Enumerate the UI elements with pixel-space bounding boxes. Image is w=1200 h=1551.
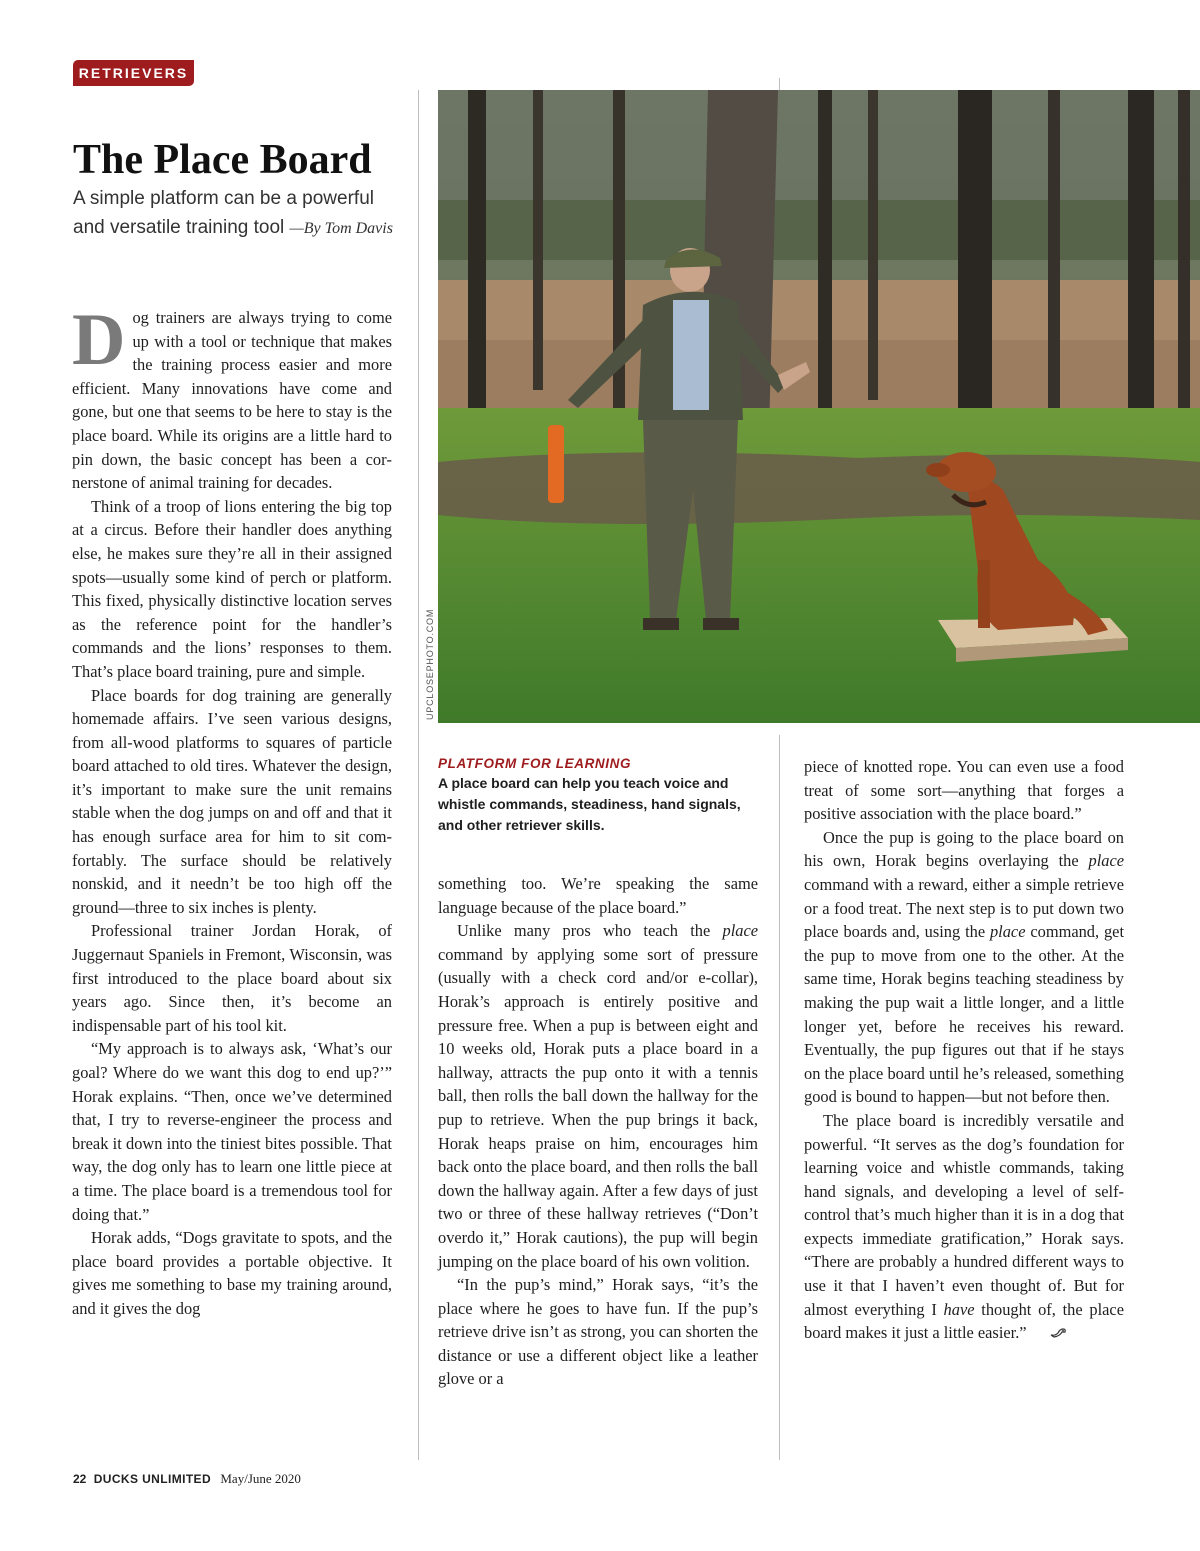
page-number: 22 xyxy=(73,1472,87,1486)
column-rule-left xyxy=(418,90,419,1460)
article-photo xyxy=(438,90,1200,723)
article-column-3 xyxy=(804,755,1124,1345)
paragraph: Place boards for dog training are generally homemade affairs. I’ve seen various designs, from all-wood platforms to squares of particle board attached to old tires. Whatever the design, it’s important to make sure the unit remains stable when the dog jumps on and off and that it has enough surface area for him to sit comfortably. The surface should be relatively nonskid, and it needn’t be too high off the ground—three to six inches is plenty. xyxy=(72,685,392,917)
issue-date: May/June 2020 xyxy=(220,1471,301,1486)
paragraph-text: The place board is incredibly versatile and powerful. “It serves as the dog’s foundation for learning voice and whistle commands, taking hand signals, and developing a level of self-control that’s much higher than it is in a dog that expects immediate gratification,” Horak says. “There are probably a hundred different ways to use it that I haven’t even thought of. But for almost everything I xyxy=(804,1110,1124,1319)
paragraph: Think of a troop of lions entering the big top at a circus. Before their handler does anything else, he makes sure they’re all in their assigned spots—usually some kind of perch or platform. This fixed, physically distinctive location serves as the reference point for the handler’s commands and the lions’ responses to them. That’s place board training, pure and simple. xyxy=(72,496,392,681)
paragraph-text: og trainers are always trying to come up with a tool or technique that makes the training process easier and more efficient. Many innovations have come and gone, but one that seems to be here to stay is the place board. While its origins are a little hard to pin down, the basic concept has been a cornerstone of animal training for decades. xyxy=(72,308,392,493)
article-title: The Place Board xyxy=(73,137,372,183)
column-rule-right-top xyxy=(779,78,780,90)
paragraph: Horak adds, “Dogs gravitate to spots, and the place board provides a portable objective. It gives me something to base my training around, and it gives the dog xyxy=(72,1228,392,1318)
paragraph: something too. We’re speaking the same language because of the place board.” xyxy=(438,874,758,917)
emphasis-text: place xyxy=(1088,851,1124,871)
page-footer xyxy=(73,1471,301,1487)
paragraph-text: Once the pup is going to the place board on his own, Horak begins overlaying the xyxy=(804,827,1124,871)
paragraph: “In the pup’s mind,” Horak says, “it’s the place where he goes to have fun. If the pup’s retrieve drive isn’t as strong, you can shorten the distance or use a different object like a leather glove or a xyxy=(438,1275,758,1389)
article-column-2 xyxy=(438,872,758,1391)
emphasis-text: place xyxy=(989,922,1026,942)
paragraph-text: command by applying some sort of pressure (usually with a check cord and/or e-collar), Horak’s approach is entirely positive and pressure free. When a pup is between eight and 10 weeks old, Horak puts a place board in a hallway, attracts the pup onto it with a tennis ball, then rolls the ball down the hallway for the pup to retrieve. When the pup brings it back, Horak heaps praise on him, encourages him back onto the place board, and then rolls the ball down the hallway again. After a few days of just two or three of these hallway retrieves (“Don’t overdo it,” Horak cautions), the pup will begin jumping on the place board of his own volition. xyxy=(438,944,758,1271)
paragraph: piece of knotted rope. You can even use a food treat of some sort—anything that forges a positive association with the place board.” xyxy=(804,757,1124,824)
emphasis-text: place xyxy=(722,921,758,941)
caption-heading: PLATFORM FOR LEARNING xyxy=(438,756,632,771)
paragraph-text: command, get the pup to move from one to the other. At the same time, Horak begins teaching steadiness by making the pup wait a little longer, and a little longer yet, before he receives his reward. Eventually, the pup figures out that if he stays on the place board until he’s released, something good is bound to happen—but not before then. xyxy=(804,922,1124,1107)
byline: —By Tom Davis xyxy=(289,220,393,237)
paragraph: “My approach is to always ask, ‘What’s our goal? Where do we want this dog to end up?’” Horak explains. “Then, once we’ve determined that, I try to reverse-engineer the process and break it down into the tiniest bites possible. That way, the dog only has to learn one little piece at a time. The place board is a tremendous tool for doing that.” xyxy=(72,1039,392,1224)
article-deck xyxy=(73,184,403,243)
photo-trainer-with-dog xyxy=(438,90,1200,723)
paragraph-text: thought of, the place board makes it just a little easier.” xyxy=(804,1299,1124,1343)
paragraph xyxy=(804,826,1124,1109)
magazine-name: DUCKS UNLIMITED xyxy=(93,1472,212,1486)
paragraph-text: Unlike many pros who teach the xyxy=(457,921,723,941)
emphasis-text: have xyxy=(943,1299,975,1319)
deck-text: A simple platform can be a powerful and versatile training tool xyxy=(73,188,374,238)
paragraph xyxy=(438,919,758,1273)
caption-body: A place board can help you teach voice and whistle commands, steadiness, hand signals, and other retriever skills. xyxy=(438,775,741,833)
column-rule-right xyxy=(779,735,780,1460)
paragraph: Professional trainer Jordan Horak, of Juggernaut Spaniels in Fremont, Wisconsin, was first introduced to the place board about six years ago. Since then, it’s become an indispensable part of his tool kit. xyxy=(72,921,392,1035)
duck-head-icon xyxy=(1030,1321,1067,1345)
section-tag: RETRIEVERS xyxy=(73,60,194,86)
paragraph xyxy=(72,299,392,495)
article-column-1 xyxy=(72,299,392,1321)
paragraph xyxy=(804,1109,1124,1345)
paragraph-text: command with a reward, either a simple retrieve or a food treat. The next step is to put down two place boards and, using the xyxy=(804,874,1124,942)
photo-caption xyxy=(438,755,758,836)
drop-cap: D xyxy=(72,299,126,381)
